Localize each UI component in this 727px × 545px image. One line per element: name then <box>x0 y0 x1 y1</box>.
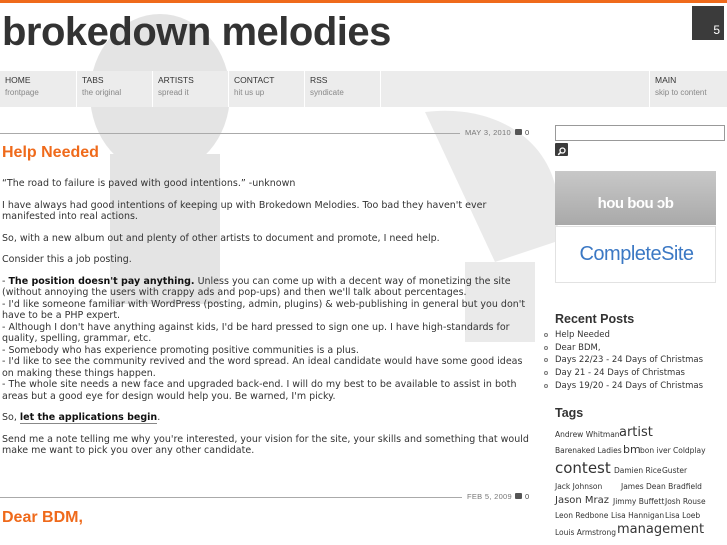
nav-label: HOME <box>5 75 31 85</box>
list-item: - Although I don't have anything against kids, I'd be hard pressed to sign one up. I have high-standards for quality, spelling, grammar, etc. <box>2 321 510 344</box>
post-title[interactable]: Help Needed <box>2 144 99 161</box>
tag-link[interactable]: Jimmy Buffett <box>613 497 665 506</box>
nav-label: ARTISTS <box>158 75 194 85</box>
tag-link[interactable]: Coldplay <box>673 446 706 455</box>
search-input[interactable] <box>555 125 725 141</box>
post-quote: “The road to failure is paved with good intentions.” -unknown <box>2 178 296 189</box>
nav-sublabel: the original <box>82 88 122 97</box>
post-paragraph: So, with a new album out and plenty of other artists to document and promote, I need help. <box>2 232 440 244</box>
bullet-icon <box>544 358 548 362</box>
nav-item-contact[interactable] <box>229 71 305 107</box>
nav-item-home[interactable] <box>0 71 77 107</box>
list-item[interactable] <box>555 330 703 343</box>
tag-link[interactable]: Jason Mraz <box>555 495 610 506</box>
list-item[interactable] <box>555 381 703 394</box>
nav-item-rss[interactable] <box>305 71 381 107</box>
post-body <box>2 178 532 467</box>
text-fragment: . <box>157 412 161 423</box>
sponsor-banner-completesite[interactable] <box>555 226 716 283</box>
top-accent-bar <box>0 0 727 3</box>
list-item[interactable] <box>555 355 703 368</box>
tag-link[interactable]: Guster <box>662 466 688 475</box>
recent-post-link[interactable]: Days 19/20 - 24 Days of Christmas <box>555 380 704 391</box>
bold-lead: The position doesn't pay anything. <box>8 275 195 287</box>
comment-bubble-icon[interactable] <box>515 129 522 135</box>
tag-link[interactable]: Barenaked Ladies <box>555 446 622 455</box>
post-paragraph: Send me a note telling me why you're interested, your vision for the site, your skills and something that would make me want to pick you over any other candidate. <box>2 433 529 456</box>
recent-post-link[interactable]: Help Needed <box>555 330 610 340</box>
tag-link[interactable]: contest <box>555 459 611 477</box>
bullet-icon <box>544 346 548 350</box>
nav-label: MAIN <box>655 75 677 85</box>
tag-link[interactable]: Lisa Loeb <box>665 511 701 520</box>
nav-label: CONTACT <box>234 75 275 85</box>
list-item: - I'd like to see the community revived and the word spread. An ideal candidate would have some good ideas on making these things happen. <box>2 356 523 379</box>
post-paragraph <box>2 412 532 424</box>
comment-count[interactable]: 0 <box>525 492 530 501</box>
tags-heading: Tags <box>555 406 584 420</box>
post-date[interactable]: MAY 3, 2010 <box>465 128 511 137</box>
tag-link[interactable]: bm <box>623 443 641 456</box>
comment-count-badge[interactable]: 5 <box>692 6 724 40</box>
tag-link[interactable]: James Dean Bradfield <box>621 482 702 491</box>
list-dash: - <box>2 275 9 287</box>
main-navigation <box>0 71 727 107</box>
sponsor-banner-houbou[interactable] <box>555 171 716 225</box>
list-item: - Somebody who has experience promoting positive communities is a plus. <box>2 344 359 356</box>
nav-sublabel: syndicate <box>310 88 344 97</box>
nav-item-tabs[interactable] <box>77 71 153 107</box>
recent-posts-list <box>555 330 703 393</box>
bullet-icon <box>544 333 548 337</box>
tag-link[interactable]: bon iver <box>640 446 671 455</box>
site-title[interactable]: brokedown melodies <box>2 10 391 54</box>
tag-link[interactable]: Louis Armstrong <box>555 528 617 537</box>
post-paragraph: Consider this a job posting. <box>2 254 132 265</box>
comment-bubble-icon[interactable] <box>515 493 522 499</box>
post-paragraph: I have always had good intentions of keeping up with Brokedown Melodies. Too bad they haven't ever manifested into real actions. <box>2 199 487 222</box>
list-item[interactable] <box>555 368 703 381</box>
tag-link[interactable]: artist <box>619 425 653 440</box>
tag-link[interactable]: Leon Redbone <box>555 511 609 520</box>
nav-item-artists[interactable] <box>153 71 229 107</box>
list-item[interactable] <box>555 343 703 356</box>
recent-post-link[interactable]: Day 21 - 24 Days of Christmas <box>555 368 685 379</box>
list-text: Unless you can come up with a decent way of monetizing the site (without annoying the users with crappy ads and pop-ups) and then we'll talk about percentages. <box>2 275 511 298</box>
tag-link[interactable]: Jack Johnson <box>555 482 603 491</box>
requirements-list <box>2 276 532 403</box>
bullet-icon <box>544 384 548 388</box>
comment-count[interactable]: 0 <box>525 128 530 137</box>
nav-item-main[interactable] <box>649 71 727 107</box>
nav-label: RSS <box>310 75 328 85</box>
banner-text: CompleteSite <box>579 243 694 265</box>
nav-sublabel: frontpage <box>5 88 39 97</box>
post-title[interactable]: Dear BDM, <box>2 509 83 526</box>
nav-sublabel: hit us up <box>234 88 265 97</box>
tag-link[interactable]: Damien Rice <box>614 466 662 475</box>
recent-posts-heading: Recent Posts <box>555 312 635 326</box>
tag-link[interactable]: Andrew Whitman <box>555 430 620 439</box>
applications-link[interactable]: let the applications begin <box>19 412 158 423</box>
post-meta <box>0 492 535 504</box>
post-date[interactable]: FEB 5, 2009 <box>467 492 512 501</box>
list-item: - The whole site needs a new face and upgraded back-end. I will do my best to be available to assist in both areas but a good eye for design would help you. Be warned, I'm picky. <box>2 379 517 402</box>
tag-link[interactable]: management <box>617 522 705 537</box>
recent-post-link[interactable]: Days 22/23 - 24 Days of Christmas <box>555 355 704 366</box>
recent-post-link[interactable]: Dear BDM, <box>555 342 601 353</box>
text-fragment: So, <box>2 412 20 423</box>
post-meta <box>0 128 535 140</box>
tag-link[interactable]: Lisa Hannigan <box>611 511 665 520</box>
search-button[interactable] <box>555 143 568 156</box>
meta-divider <box>0 133 460 134</box>
meta-divider <box>0 497 462 498</box>
nav-sublabel: skip to content <box>655 88 707 97</box>
search-icon <box>555 145 568 158</box>
nav-sublabel: spread it <box>158 88 189 97</box>
bullet-icon <box>544 371 548 375</box>
banner-text: hou bou ↄb <box>597 195 674 212</box>
list-item: - I'd like someone familiar with WordPress (posting, admin, plugins) & web-publishing in general but you don't have to be a PHP expert. <box>2 298 526 321</box>
nav-label: TABS <box>82 75 104 85</box>
tag-link[interactable]: Josh Rouse <box>665 497 706 506</box>
